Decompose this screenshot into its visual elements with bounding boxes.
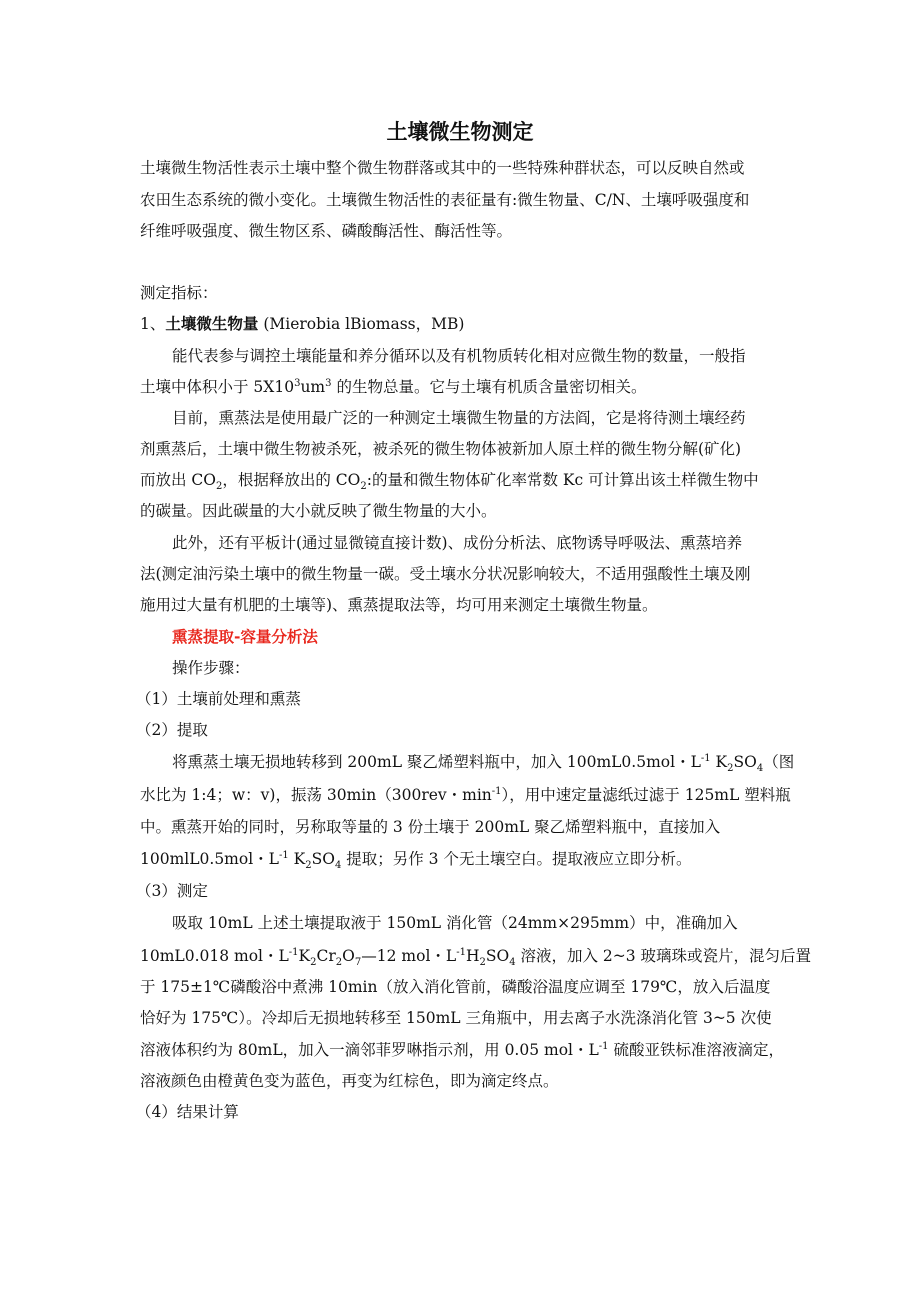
extract-line: 水比为 1:4；w：v)，振荡 30min（300rev・$\min^{-1}$），用中速定量滤纸过滤于 125mL 塑料瓶 xyxy=(140,785,791,804)
step3-heading: （3）测定 xyxy=(136,882,208,900)
method-title: 熏蒸提取-容量分析法 xyxy=(172,628,318,646)
step2-heading: （2）提取 xyxy=(136,721,208,739)
item1-name: 土壤微生物量 xyxy=(165,315,259,333)
measure-line: 吸取 10mL 上述土壤提取液于 150mL 消化管（24mm×295mm）中，准确加入 xyxy=(172,914,738,932)
intro-line: 土壤微生物活性表示土壤中整个微生物群落或其中的一些特殊种群状态，可以反映自然或 xyxy=(140,159,745,177)
steps-label: 操作步骤： xyxy=(172,659,250,677)
intro-line: 纤维呼吸强度、微生物区系、磷酸酶活性、酶活性等。 xyxy=(140,222,513,240)
para2-line: 的碳量。因此碳量的大小就反映了微生物量的大小。 xyxy=(140,502,497,520)
item1-english: (Mierobia lBiomass，MB) xyxy=(258,315,465,333)
para3-line: 法(测定油污染土壤中的微生物量一碳。受土壤水分状况影响较大，不适用强酸性土壤及刚 xyxy=(140,565,751,583)
extract-line: 将熏蒸土壤无损地转移到 200mL 聚乙烯塑料瓶中，加入 100mL0.5mol・$L^{-1}$ $K_2SO_4$（图 xyxy=(172,752,795,775)
para3-line: 此外，还有平板计(通过显微镜直接计数)、成份分析法、底物诱导呼吸法、熏蒸培养 xyxy=(172,534,743,552)
measure-line: 恰好为 175℃）。冷却后无损地转移至 150mL 三角瓶中，用去离子水洗涤消化管 3~5 次使 xyxy=(140,1009,772,1027)
para2-line: 目前，熏蒸法是使用最广泛的一种测定土壤微生物量的方法阎，它是将待测土壤经药 xyxy=(172,409,746,427)
indicators-label: 测定指标： xyxy=(140,284,218,302)
step1-heading: （1）土壤前处理和熏蒸 xyxy=(136,690,301,708)
para1-line: 能代表参与调控土壤能量和养分循环以及有机物质转化相对应微生物的数量，一般指 xyxy=(172,347,746,365)
para1-line: 土壤中体积小于 $5X10^3um^3$ 的生物总量。它与土壤有机质含量密切相关。 xyxy=(140,377,647,396)
measure-line: 溶液体积约为 80mL，加入一滴邻菲罗啉指示剂，用 0.05 mol・$L^{-1}$ 硫酸亚铁标准溶液滴定， xyxy=(140,1040,784,1059)
measure-line: 10mL0.018 mol・$L^{-1}K_2Cr_2O_7—12$ mol・$L^{-1}H_2SO_4$ 溶液，加入 2~3 玻璃珠或瓷片，混匀后置 xyxy=(140,946,812,969)
measure-line: 于 175±1℃磷酸浴中煮沸 10min（放入消化管前，磷酸浴温度应调至 179℃，放入后温度 xyxy=(140,978,771,996)
extract-line: 中。熏蒸开始的同时，另称取等量的 3 份土壤于 200mL 聚乙烯塑料瓶中，直接加入 xyxy=(140,818,721,836)
measure-line: 溶液颜色由橙黄色变为蓝色，再变为红棕色，即为滴定终点。 xyxy=(140,1072,559,1090)
intro-line: 农田生态系统的微小变化。土壤微生物活性的表征量有:微生物量、C/N、土壤呼吸强度和 xyxy=(140,191,750,209)
item1-heading xyxy=(140,314,464,334)
extract-line: 100mlL0.5mol・$L^{-1}$ $K_2SO_4$ 提取；另作 3 个无土壤空白。提取液应立即分析。 xyxy=(140,849,692,872)
page-title: 土壤微生物测定 xyxy=(386,120,534,144)
step4-heading: （4）结果计算 xyxy=(136,1103,239,1121)
item1-number: 1、 xyxy=(140,315,166,333)
para3-line: 施用过大量有机肥的土壤等)、熏蒸提取法等，均可用来测定土壤微生物量。 xyxy=(140,596,658,614)
para2-line: 而放出 $CO_2$，根据释放出的 $CO_2$:的量和微生物体矿化率常数 Kc 可计算出该土样微生物中 xyxy=(140,471,759,493)
para2-line: 剂熏蒸后，土壤中微生物被杀死，被杀死的微生物体被新加人原土样的微生物分解(矿化) xyxy=(140,440,742,458)
